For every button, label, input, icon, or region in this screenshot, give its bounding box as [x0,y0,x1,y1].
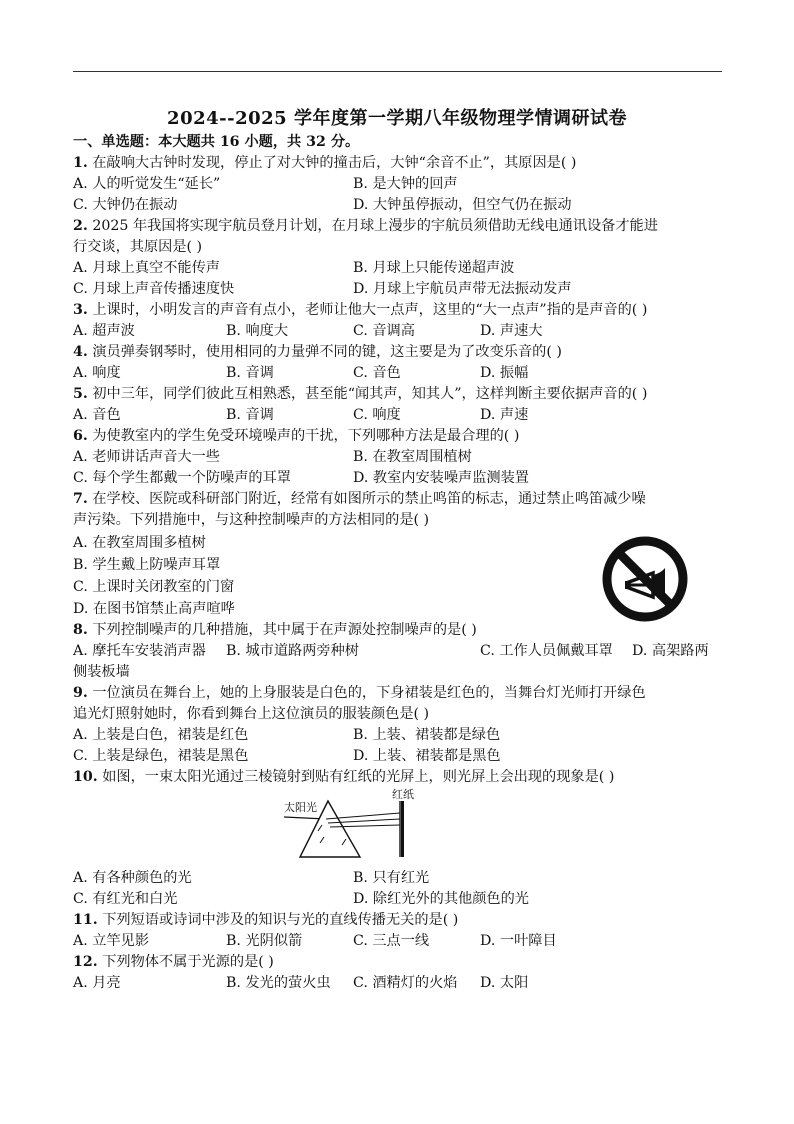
q12-option-c[interactable]: C. 酒精灯的火焰 [353,975,458,991]
question-3: 3. 上课时，小明发言的声音有点小，老师让他大一点声，这里的“大一点声”指的是声音的( ) [73,302,648,318]
q10-option-c[interactable]: C. 有红光和白光 [73,891,178,907]
sun-label: 太阳光 [284,801,317,814]
q8-option-c[interactable]: C. 工作人员佩戴耳罩 [480,643,613,659]
question-8: 8. 下列控制噪声的几种措施，其中属于在声源处控制噪声的是( ) [73,622,477,638]
question-9: 9. 一位演员在舞台上，她的上身服装是白色的，下身裙装是红色的，当舞台灯光师打开绿色 [73,685,646,701]
q2-option-c[interactable]: C. 月球上声音传播速度快 [73,281,235,297]
q6-option-d[interactable]: D. 教室内安装噪声监测装置 [353,470,529,486]
q4-option-a[interactable]: A. 响度 [73,365,121,381]
q5-option-d[interactable]: D. 声速 [480,407,529,423]
q3-option-a[interactable]: A. 超声波 [73,323,135,339]
red-paper-label: 红纸 [392,788,414,801]
question-11: 11. 下列短语或诗词中涉及的知识与光的直线传播无关的是( ) [73,912,459,928]
q8-option-d[interactable]: D. 高架路两 [632,643,709,659]
question-7-cont: 声污染。下列措施中，与这种控制噪声的方法相同的是( ) [73,512,430,528]
q9-option-b[interactable]: B. 上装、裙装都是绿色 [353,727,501,743]
q7-option-c[interactable]: C. 上课时关闭教室的门窗 [73,579,235,595]
question-4: 4. 演员弹奏钢琴时，使用相同的力量弹不同的键，这主要是为了改变乐音的( ) [73,344,562,360]
q11-option-d[interactable]: D. 一叶障目 [480,933,557,949]
question-6: 6. 为使教室内的学生免受环境噪声的干扰，下列哪种方法是最合理的( ) [73,428,520,444]
q8-option-b[interactable]: B. 城市道路两旁种树 [226,643,359,659]
question-5: 5. 初中三年，同学们彼此互相熟悉，甚至能“闻其声，知其人”，这样判断主要依据声音的( ) [73,386,648,402]
q6-option-a[interactable]: A. 老师讲话声音大一些 [73,449,220,465]
q9-option-a[interactable]: A. 上装是白色，裙装是红色 [73,727,249,743]
question-2: 2. 2025 年我国将实现宇航员登月计划，在月球上漫步的宇航员须借助无线电通讯设备才能进 [73,218,658,234]
question-2-cont: 行交谈，其原因是( ) [73,239,203,255]
q4-option-b[interactable]: B. 音调 [226,365,274,381]
q11-option-b[interactable]: B. 光阴似箭 [226,933,303,949]
q3-option-b[interactable]: B. 响度大 [226,323,289,339]
q7-option-b[interactable]: B. 学生戴上防噪声耳罩 [73,557,221,573]
q10-option-d[interactable]: D. 除红光外的其他颜色的光 [353,891,529,907]
q7-option-a[interactable]: A. 在教室周围多植树 [73,535,206,551]
exam-title: 2024--2025 学年度第一学期八年级物理学情调研试卷 [167,108,627,129]
q8-option-a[interactable]: A. 摩托车安装消声器 [73,643,206,659]
q11-option-a[interactable]: A. 立竿见影 [73,933,150,949]
question-9-cont: 追光灯照射她时，你看到舞台上这位演员的服装颜色是( ) [73,706,430,722]
q3-option-c[interactable]: C. 音调高 [353,323,415,339]
question-1: 1. 在敲响大古钟时发现，停止了对大钟的撞击后，大钟“余音不止”，其原因是( ) [73,155,577,171]
q8-option-d-cont: 侧装板墙 [73,664,130,680]
q12-option-a[interactable]: A. 月亮 [73,975,121,991]
q1-option-a[interactable]: A. 人的听觉发生“延长” [73,176,221,192]
q1-option-c[interactable]: C. 大钟仍在振动 [73,197,178,213]
q7-option-d[interactable]: D. 在图书馆禁止高声喧哗 [73,601,235,617]
q10-option-b[interactable]: B. 只有红光 [353,870,430,886]
question-10: 10. 如图，一束太阳光通过三棱镜射到贴有红纸的光屏上，则光屏上会出现的现象是( ) [73,769,615,785]
header-rule [73,71,722,72]
q4-option-d[interactable]: D. 振幅 [480,365,529,381]
q4-option-c[interactable]: C. 音色 [353,365,401,381]
q10-option-a[interactable]: A. 有各种颜色的光 [73,870,192,886]
section-heading: 一、单选题：本大题共 16 小题，共 32 分。 [73,134,360,150]
q9-option-c[interactable]: C. 上装是绿色，裙装是黑色 [73,748,249,764]
q2-option-d[interactable]: D. 月球上宇航员声带无法振动发声 [353,281,572,297]
q12-option-d[interactable]: D. 太阳 [480,975,529,991]
q6-option-b[interactable]: B. 在教室周围植树 [353,449,472,465]
no-honking-sign-icon [599,535,691,623]
q2-option-b[interactable]: B. 月球上只能传递超声波 [353,260,515,276]
q1-option-d[interactable]: D. 大钟虽停振动，但空气仍在振动 [353,197,572,213]
question-12: 12. 下列物体不属于光源的是( ) [73,954,274,970]
question-7: 7. 在学校、医院或科研部门附近，经常有如图所示的禁止鸣笛的标志，通过禁止鸣笛减少噪 [73,491,646,507]
q5-option-c[interactable]: C. 响度 [353,407,401,423]
q2-option-a[interactable]: A. 月球上真空不能传声 [73,260,220,276]
q12-option-b[interactable]: B. 发光的萤火虫 [226,975,331,991]
prism-diagram [282,787,422,863]
q6-option-c[interactable]: C. 每个学生都戴一个防噪声的耳罩 [73,470,291,486]
q5-option-b[interactable]: B. 音调 [226,407,274,423]
q11-option-c[interactable]: C. 三点一线 [353,933,430,949]
q3-option-d[interactable]: D. 声速大 [480,323,543,339]
q9-option-d[interactable]: D. 上装、裙装都是黑色 [353,748,501,764]
q1-option-b[interactable]: B. 是大钟的回声 [353,176,458,192]
q5-option-a[interactable]: A. 音色 [73,407,121,423]
